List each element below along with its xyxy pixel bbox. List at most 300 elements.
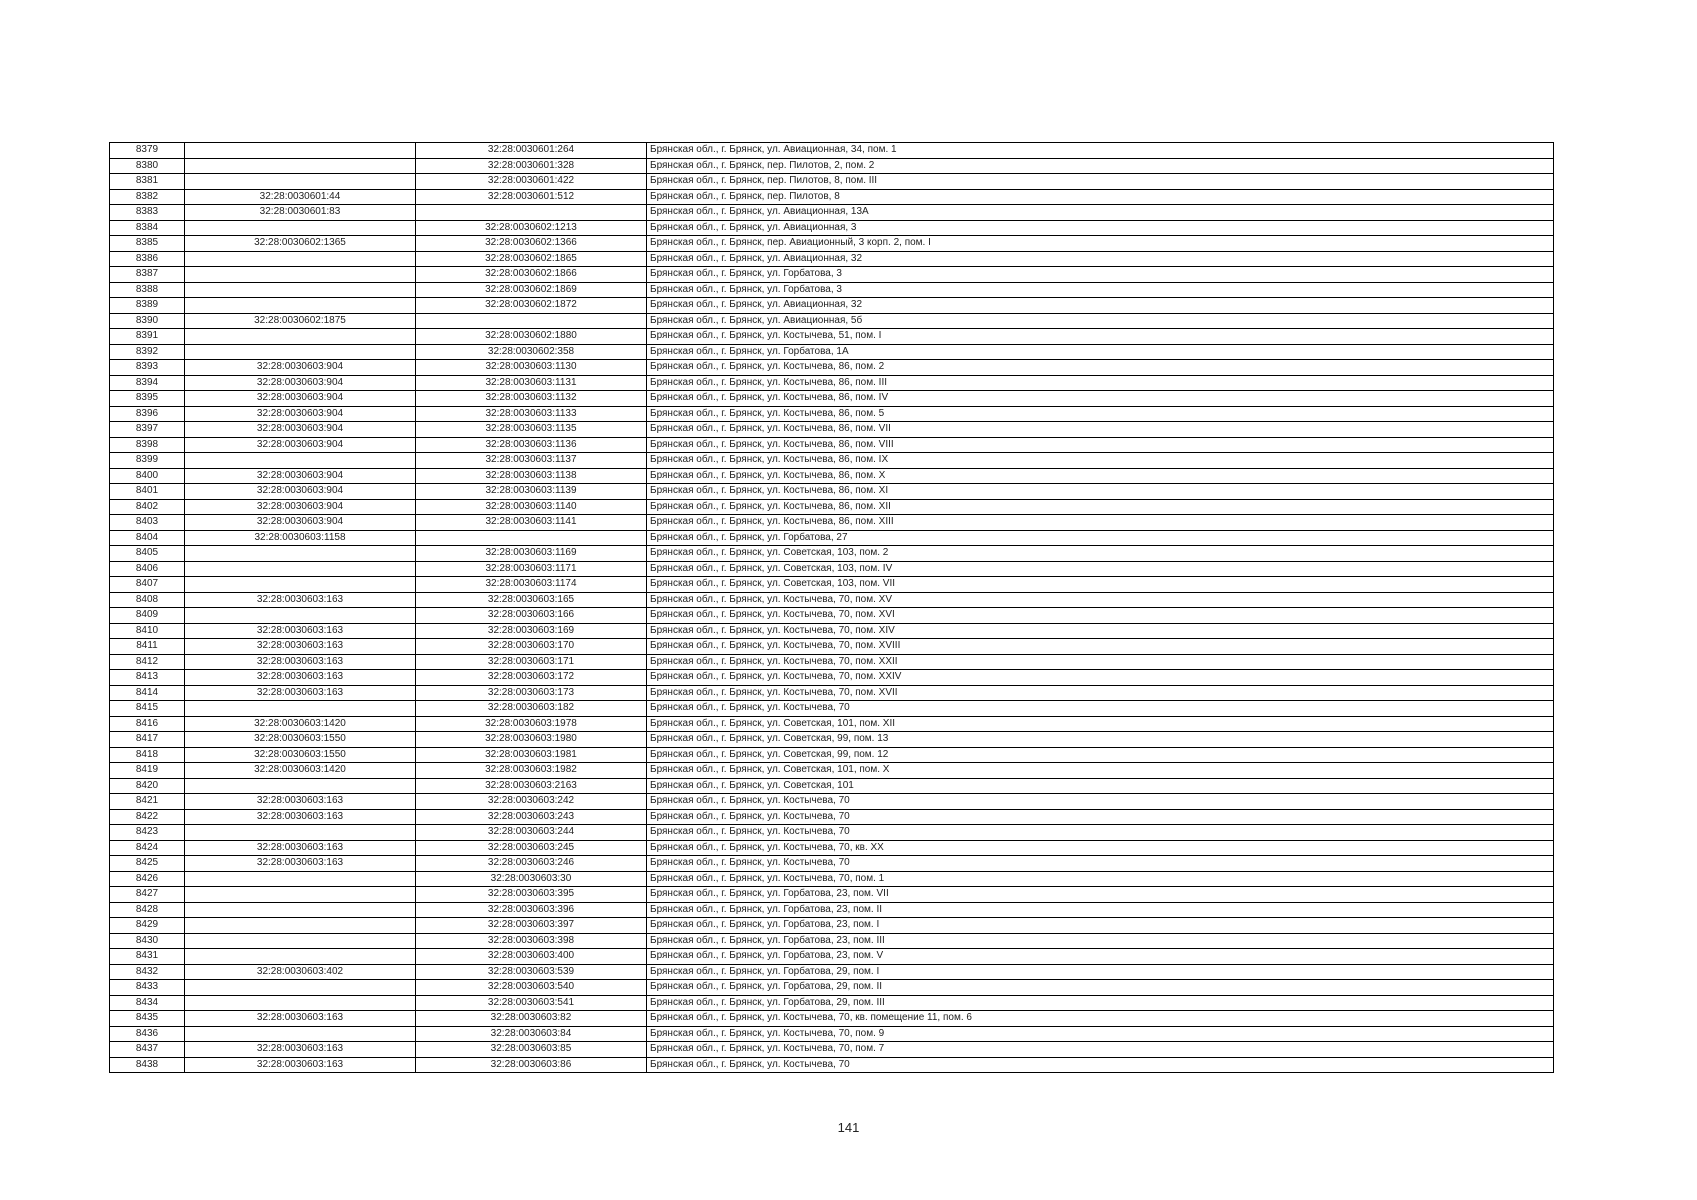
- table-row: [110, 670, 1554, 686]
- table-row: [110, 608, 1554, 624]
- address-cell: Брянская обл., г. Брянск, ул. Костычева, 70, пом. XVII: [647, 685, 1554, 701]
- object-cadastral-number-cell: 32:28:0030603:243: [416, 809, 647, 825]
- address-cell: Брянская обл., г. Брянск, ул. Костычева, 70, пом. XIV: [647, 623, 1554, 639]
- table-row: [110, 422, 1554, 438]
- address-cell: Брянская обл., г. Брянск, ул. Костычева, 70, пом. XVIII: [647, 639, 1554, 655]
- address-cell: Брянская обл., г. Брянск, ул. Костычева, 51, пом. I: [647, 329, 1554, 345]
- address-cell: Брянская обл., г. Брянск, ул. Горбатова, 3: [647, 267, 1554, 283]
- table-row: [110, 794, 1554, 810]
- object-cadastral-number-cell: [416, 205, 647, 221]
- table-row: [110, 964, 1554, 980]
- address-cell: Брянская обл., г. Брянск, ул. Горбатова, 29, пом. III: [647, 995, 1554, 1011]
- row-number-cell: 8432: [110, 964, 185, 980]
- address-cell: Брянская обл., г. Брянск, ул. Костычева, 70: [647, 794, 1554, 810]
- row-number-cell: 8431: [110, 949, 185, 965]
- row-number-cell: 8414: [110, 685, 185, 701]
- row-number-cell: 8419: [110, 763, 185, 779]
- object-cadastral-number-cell: 32:28:0030602:1880: [416, 329, 647, 345]
- land-cadastral-number-cell: [185, 825, 416, 841]
- table-row: [110, 732, 1554, 748]
- row-number-cell: 8438: [110, 1057, 185, 1073]
- table-row: [110, 360, 1554, 376]
- row-number-cell: 8435: [110, 1011, 185, 1027]
- land-cadastral-number-cell: 32:28:0030603:904: [185, 406, 416, 422]
- land-cadastral-number-cell: [185, 344, 416, 360]
- address-cell: Брянская обл., г. Брянск, ул. Костычева, 86, пом. VIII: [647, 437, 1554, 453]
- land-cadastral-number-cell: 32:28:0030603:163: [185, 1057, 416, 1073]
- row-number-cell: 8384: [110, 220, 185, 236]
- object-cadastral-number-cell: 32:28:0030603:1136: [416, 437, 647, 453]
- table-row: [110, 1042, 1554, 1058]
- row-number-cell: 8412: [110, 654, 185, 670]
- table-row: [110, 236, 1554, 252]
- land-cadastral-number-cell: [185, 949, 416, 965]
- object-cadastral-number-cell: 32:28:0030602:1865: [416, 251, 647, 267]
- row-number-cell: 8387: [110, 267, 185, 283]
- table-row: [110, 1057, 1554, 1073]
- row-number-cell: 8381: [110, 174, 185, 190]
- table-row: [110, 716, 1554, 732]
- land-cadastral-number-cell: [185, 143, 416, 159]
- land-cadastral-number-cell: 32:28:0030603:163: [185, 639, 416, 655]
- table-row: [110, 344, 1554, 360]
- address-cell: Брянская обл., г. Брянск, ул. Костычева, 70, пом. 9: [647, 1026, 1554, 1042]
- row-number-cell: 8429: [110, 918, 185, 934]
- table-row: [110, 856, 1554, 872]
- address-cell: Брянская обл., г. Брянск, ул. Костычева, 86, пом. III: [647, 375, 1554, 391]
- address-cell: Брянская обл., г. Брянск, пер. Пилотов, 8, пом. III: [647, 174, 1554, 190]
- object-cadastral-number-cell: 32:28:0030601:422: [416, 174, 647, 190]
- land-cadastral-number-cell: 32:28:0030603:163: [185, 1011, 416, 1027]
- object-cadastral-number-cell: 32:28:0030603:82: [416, 1011, 647, 1027]
- row-number-cell: 8379: [110, 143, 185, 159]
- object-cadastral-number-cell: 32:28:0030602:1213: [416, 220, 647, 236]
- object-cadastral-number-cell: 32:28:0030603:400: [416, 949, 647, 965]
- object-cadastral-number-cell: 32:28:0030603:171: [416, 654, 647, 670]
- row-number-cell: 8404: [110, 530, 185, 546]
- table-row: [110, 685, 1554, 701]
- land-cadastral-number-cell: [185, 887, 416, 903]
- row-number-cell: 8389: [110, 298, 185, 314]
- land-cadastral-number-cell: [185, 220, 416, 236]
- table-row: [110, 623, 1554, 639]
- land-cadastral-number-cell: 32:28:0030603:163: [185, 592, 416, 608]
- row-number-cell: 8406: [110, 561, 185, 577]
- object-cadastral-number-cell: 32:28:0030601:264: [416, 143, 647, 159]
- address-cell: Брянская обл., г. Брянск, ул. Костычева, 70, пом. XV: [647, 592, 1554, 608]
- object-cadastral-number-cell: 32:28:0030602:1866: [416, 267, 647, 283]
- row-number-cell: 8411: [110, 639, 185, 655]
- object-cadastral-number-cell: 32:28:0030603:1171: [416, 561, 647, 577]
- land-cadastral-number-cell: [185, 174, 416, 190]
- object-cadastral-number-cell: 32:28:0030603:1135: [416, 422, 647, 438]
- land-cadastral-number-cell: [185, 158, 416, 174]
- table-row: [110, 143, 1554, 159]
- row-number-cell: 8415: [110, 701, 185, 717]
- address-cell: Брянская обл., г. Брянск, ул. Советская, 103, пом. 2: [647, 546, 1554, 562]
- address-cell: Брянская обл., г. Брянск, ул. Советская, 99, пом. 13: [647, 732, 1554, 748]
- table-row: [110, 809, 1554, 825]
- table-row: [110, 298, 1554, 314]
- table-row: [110, 980, 1554, 996]
- land-cadastral-number-cell: 32:28:0030603:904: [185, 437, 416, 453]
- land-cadastral-number-cell: [185, 608, 416, 624]
- address-cell: Брянская обл., г. Брянск, ул. Авиационная, 32: [647, 298, 1554, 314]
- object-cadastral-number-cell: 32:28:0030603:1137: [416, 453, 647, 469]
- table-row: [110, 375, 1554, 391]
- object-cadastral-number-cell: 32:28:0030603:173: [416, 685, 647, 701]
- object-cadastral-number-cell: 32:28:0030603:1140: [416, 499, 647, 515]
- address-cell: Брянская обл., г. Брянск, ул. Костычева, 86, пом. IX: [647, 453, 1554, 469]
- land-cadastral-number-cell: 32:28:0030602:1365: [185, 236, 416, 252]
- object-cadastral-number-cell: 32:28:0030603:2163: [416, 778, 647, 794]
- row-number-cell: 8401: [110, 484, 185, 500]
- address-cell: Брянская обл., г. Брянск, ул. Костычева, 70: [647, 856, 1554, 872]
- object-cadastral-number-cell: 32:28:0030603:396: [416, 902, 647, 918]
- land-cadastral-number-cell: 32:28:0030603:904: [185, 375, 416, 391]
- land-cadastral-number-cell: 32:28:0030603:904: [185, 484, 416, 500]
- table-row: [110, 1026, 1554, 1042]
- address-cell: Брянская обл., г. Брянск, ул. Советская, 101, пом. X: [647, 763, 1554, 779]
- row-number-cell: 8400: [110, 468, 185, 484]
- address-cell: Брянская обл., г. Брянск, ул. Костычева, 86, пом. XI: [647, 484, 1554, 500]
- row-number-cell: 8426: [110, 871, 185, 887]
- address-cell: Брянская обл., г. Брянск, ул. Горбатова, 3: [647, 282, 1554, 298]
- row-number-cell: 8416: [110, 716, 185, 732]
- table-row: [110, 701, 1554, 717]
- land-cadastral-number-cell: [185, 871, 416, 887]
- object-cadastral-number-cell: 32:28:0030601:512: [416, 189, 647, 205]
- land-cadastral-number-cell: 32:28:0030603:163: [185, 685, 416, 701]
- object-cadastral-number-cell: 32:28:0030603:1174: [416, 577, 647, 593]
- address-cell: Брянская обл., г. Брянск, пер. Авиационный, 3 корп. 2, пом. I: [647, 236, 1554, 252]
- land-cadastral-number-cell: 32:28:0030602:1875: [185, 313, 416, 329]
- object-cadastral-number-cell: 32:28:0030602:358: [416, 344, 647, 360]
- row-number-cell: 8421: [110, 794, 185, 810]
- object-cadastral-number-cell: 32:28:0030602:1366: [416, 236, 647, 252]
- table-row: [110, 871, 1554, 887]
- table-row: [110, 205, 1554, 221]
- land-cadastral-number-cell: [185, 329, 416, 345]
- address-cell: Брянская обл., г. Брянск, пер. Пилотов, 8: [647, 189, 1554, 205]
- table-row: [110, 174, 1554, 190]
- address-cell: Брянская обл., г. Брянск, ул. Костычева, 70: [647, 701, 1554, 717]
- land-cadastral-number-cell: 32:28:0030603:163: [185, 840, 416, 856]
- land-cadastral-number-cell: [185, 1026, 416, 1042]
- row-number-cell: 8396: [110, 406, 185, 422]
- object-cadastral-number-cell: 32:28:0030603:1169: [416, 546, 647, 562]
- object-cadastral-number-cell: 32:28:0030603:84: [416, 1026, 647, 1042]
- table-row: [110, 468, 1554, 484]
- table-row: [110, 639, 1554, 655]
- table-row: [110, 840, 1554, 856]
- land-cadastral-number-cell: [185, 980, 416, 996]
- table-row: [110, 189, 1554, 205]
- land-cadastral-number-cell: 32:28:0030603:904: [185, 499, 416, 515]
- row-number-cell: 8383: [110, 205, 185, 221]
- land-cadastral-number-cell: 32:28:0030603:402: [185, 964, 416, 980]
- object-cadastral-number-cell: 32:28:0030603:1132: [416, 391, 647, 407]
- table-row: [110, 251, 1554, 267]
- land-cadastral-number-cell: [185, 778, 416, 794]
- row-number-cell: 8430: [110, 933, 185, 949]
- table-row: [110, 887, 1554, 903]
- address-cell: Брянская обл., г. Брянск, ул. Костычева, 86, пом. IV: [647, 391, 1554, 407]
- table-row: [110, 933, 1554, 949]
- table-row: [110, 561, 1554, 577]
- land-cadastral-number-cell: 32:28:0030603:904: [185, 515, 416, 531]
- object-cadastral-number-cell: 32:28:0030603:169: [416, 623, 647, 639]
- address-cell: Брянская обл., г. Брянск, ул. Авиационная, 32: [647, 251, 1554, 267]
- address-cell: Брянская обл., г. Брянск, ул. Костычева, 70, пом. 1: [647, 871, 1554, 887]
- table-row: [110, 515, 1554, 531]
- row-number-cell: 8380: [110, 158, 185, 174]
- table-row: [110, 949, 1554, 965]
- table-row: [110, 530, 1554, 546]
- registry-table-body: [110, 143, 1554, 1073]
- row-number-cell: 8407: [110, 577, 185, 593]
- object-cadastral-number-cell: 32:28:0030603:245: [416, 840, 647, 856]
- address-cell: Брянская обл., г. Брянск, ул. Авиационная, 5б: [647, 313, 1554, 329]
- address-cell: Брянская обл., г. Брянск, ул. Костычева, 86, пом. XII: [647, 499, 1554, 515]
- row-number-cell: 8424: [110, 840, 185, 856]
- object-cadastral-number-cell: 32:28:0030603:1981: [416, 747, 647, 763]
- land-cadastral-number-cell: 32:28:0030603:163: [185, 809, 416, 825]
- land-cadastral-number-cell: [185, 561, 416, 577]
- row-number-cell: 8394: [110, 375, 185, 391]
- table-row: [110, 1011, 1554, 1027]
- table-row: [110, 220, 1554, 236]
- row-number-cell: 8420: [110, 778, 185, 794]
- land-cadastral-number-cell: [185, 267, 416, 283]
- land-cadastral-number-cell: 32:28:0030603:904: [185, 391, 416, 407]
- address-cell: Брянская обл., г. Брянск, ул. Горбатова, 29, пом. I: [647, 964, 1554, 980]
- table-row: [110, 158, 1554, 174]
- object-cadastral-number-cell: 32:28:0030603:398: [416, 933, 647, 949]
- address-cell: Брянская обл., г. Брянск, ул. Костычева, 86, пом. X: [647, 468, 1554, 484]
- land-cadastral-number-cell: 32:28:0030603:163: [185, 654, 416, 670]
- address-cell: Брянская обл., г. Брянск, ул. Костычева, 70, пом. XVI: [647, 608, 1554, 624]
- land-cadastral-number-cell: [185, 902, 416, 918]
- object-cadastral-number-cell: 32:28:0030603:540: [416, 980, 647, 996]
- row-number-cell: 8386: [110, 251, 185, 267]
- row-number-cell: 8393: [110, 360, 185, 376]
- row-number-cell: 8390: [110, 313, 185, 329]
- land-cadastral-number-cell: [185, 251, 416, 267]
- row-number-cell: 8436: [110, 1026, 185, 1042]
- object-cadastral-number-cell: 32:28:0030603:170: [416, 639, 647, 655]
- object-cadastral-number-cell: 32:28:0030603:30: [416, 871, 647, 887]
- land-cadastral-number-cell: 32:28:0030603:163: [185, 1042, 416, 1058]
- land-cadastral-number-cell: 32:28:0030603:904: [185, 422, 416, 438]
- row-number-cell: 8427: [110, 887, 185, 903]
- object-cadastral-number-cell: 32:28:0030603:1139: [416, 484, 647, 500]
- address-cell: Брянская обл., г. Брянск, ул. Костычева, 86, пом. 2: [647, 360, 1554, 376]
- object-cadastral-number-cell: 32:28:0030603:244: [416, 825, 647, 841]
- address-cell: Брянская обл., г. Брянск, ул. Костычева, 70: [647, 1057, 1554, 1073]
- address-cell: Брянская обл., г. Брянск, ул. Костычева, 86, пом. XIII: [647, 515, 1554, 531]
- land-cadastral-number-cell: [185, 298, 416, 314]
- address-cell: Брянская обл., г. Брянск, ул. Горбатова, 23, пом. VII: [647, 887, 1554, 903]
- row-number-cell: 8388: [110, 282, 185, 298]
- land-cadastral-number-cell: 32:28:0030603:163: [185, 670, 416, 686]
- table-row: [110, 391, 1554, 407]
- object-cadastral-number-cell: 32:28:0030601:328: [416, 158, 647, 174]
- address-cell: Брянская обл., г. Брянск, ул. Костычева, 86, пом. 5: [647, 406, 1554, 422]
- land-cadastral-number-cell: 32:28:0030601:83: [185, 205, 416, 221]
- address-cell: Брянская обл., г. Брянск, ул. Горбатова, 1А: [647, 344, 1554, 360]
- land-cadastral-number-cell: [185, 282, 416, 298]
- object-cadastral-number-cell: 32:28:0030603:85: [416, 1042, 647, 1058]
- table-row: [110, 995, 1554, 1011]
- object-cadastral-number-cell: [416, 530, 647, 546]
- row-number-cell: 8402: [110, 499, 185, 515]
- object-cadastral-number-cell: 32:28:0030603:1138: [416, 468, 647, 484]
- land-cadastral-number-cell: 32:28:0030603:904: [185, 468, 416, 484]
- row-number-cell: 8408: [110, 592, 185, 608]
- row-number-cell: 8399: [110, 453, 185, 469]
- object-cadastral-number-cell: 32:28:0030603:1130: [416, 360, 647, 376]
- address-cell: Брянская обл., г. Брянск, ул. Костычева, 70, пом. 7: [647, 1042, 1554, 1058]
- address-cell: Брянская обл., г. Брянск, ул. Костычева, 70, кв. XX: [647, 840, 1554, 856]
- table-row: [110, 546, 1554, 562]
- land-cadastral-number-cell: 32:28:0030603:904: [185, 360, 416, 376]
- row-number-cell: 8428: [110, 902, 185, 918]
- row-number-cell: 8418: [110, 747, 185, 763]
- row-number-cell: 8413: [110, 670, 185, 686]
- address-cell: Брянская обл., г. Брянск, ул. Советская, 101: [647, 778, 1554, 794]
- table-row: [110, 825, 1554, 841]
- table-row: [110, 902, 1554, 918]
- row-number-cell: 8409: [110, 608, 185, 624]
- object-cadastral-number-cell: 32:28:0030603:1141: [416, 515, 647, 531]
- address-cell: Брянская обл., г. Брянск, ул. Горбатова, 23, пом. I: [647, 918, 1554, 934]
- table-row: [110, 453, 1554, 469]
- object-cadastral-number-cell: 32:28:0030603:242: [416, 794, 647, 810]
- table-row: [110, 763, 1554, 779]
- table-row: [110, 406, 1554, 422]
- address-cell: Брянская обл., г. Брянск, ул. Костычева, 70, пом. XXII: [647, 654, 1554, 670]
- land-cadastral-number-cell: 32:28:0030603:163: [185, 623, 416, 639]
- table-row: [110, 499, 1554, 515]
- land-cadastral-number-cell: [185, 453, 416, 469]
- table-row: [110, 577, 1554, 593]
- land-cadastral-number-cell: 32:28:0030601:44: [185, 189, 416, 205]
- address-cell: Брянская обл., г. Брянск, ул. Костычева, 70: [647, 825, 1554, 841]
- row-number-cell: 8434: [110, 995, 185, 1011]
- row-number-cell: 8437: [110, 1042, 185, 1058]
- object-cadastral-number-cell: 32:28:0030603:182: [416, 701, 647, 717]
- object-cadastral-number-cell: 32:28:0030603:172: [416, 670, 647, 686]
- table-row: [110, 282, 1554, 298]
- object-cadastral-number-cell: 32:28:0030603:165: [416, 592, 647, 608]
- row-number-cell: 8433: [110, 980, 185, 996]
- object-cadastral-number-cell: 32:28:0030603:166: [416, 608, 647, 624]
- table-row: [110, 329, 1554, 345]
- address-cell: Брянская обл., г. Брянск, ул. Горбатова, 29, пом. II: [647, 980, 1554, 996]
- land-cadastral-number-cell: [185, 546, 416, 562]
- object-cadastral-number-cell: 32:28:0030603:1131: [416, 375, 647, 391]
- object-cadastral-number-cell: 32:28:0030603:1982: [416, 763, 647, 779]
- land-cadastral-number-cell: 32:28:0030603:1420: [185, 716, 416, 732]
- address-cell: Брянская обл., г. Брянск, ул. Советская, 99, пом. 12: [647, 747, 1554, 763]
- row-number-cell: 8395: [110, 391, 185, 407]
- row-number-cell: 8423: [110, 825, 185, 841]
- land-cadastral-number-cell: [185, 918, 416, 934]
- land-cadastral-number-cell: [185, 701, 416, 717]
- address-cell: Брянская обл., г. Брянск, ул. Авиационная, 34, пом. 1: [647, 143, 1554, 159]
- object-cadastral-number-cell: 32:28:0030603:1133: [416, 406, 647, 422]
- land-cadastral-number-cell: 32:28:0030603:163: [185, 794, 416, 810]
- address-cell: Брянская обл., г. Брянск, ул. Горбатова, 23, пом. II: [647, 902, 1554, 918]
- table-row: [110, 654, 1554, 670]
- object-cadastral-number-cell: 32:28:0030602:1872: [416, 298, 647, 314]
- row-number-cell: 8422: [110, 809, 185, 825]
- address-cell: Брянская обл., г. Брянск, ул. Советская, 103, пом. VII: [647, 577, 1554, 593]
- object-cadastral-number-cell: 32:28:0030603:246: [416, 856, 647, 872]
- object-cadastral-number-cell: 32:28:0030603:397: [416, 918, 647, 934]
- land-cadastral-number-cell: 32:28:0030603:163: [185, 856, 416, 872]
- address-cell: Брянская обл., г. Брянск, ул. Авиационная, 3: [647, 220, 1554, 236]
- land-cadastral-number-cell: 32:28:0030603:1550: [185, 732, 416, 748]
- table-row: [110, 484, 1554, 500]
- row-number-cell: 8382: [110, 189, 185, 205]
- table-row: [110, 437, 1554, 453]
- table-row: [110, 267, 1554, 283]
- object-cadastral-number-cell: 32:28:0030603:86: [416, 1057, 647, 1073]
- row-number-cell: 8392: [110, 344, 185, 360]
- object-cadastral-number-cell: [416, 313, 647, 329]
- row-number-cell: 8403: [110, 515, 185, 531]
- object-cadastral-number-cell: 32:28:0030603:541: [416, 995, 647, 1011]
- row-number-cell: 8417: [110, 732, 185, 748]
- address-cell: Брянская обл., г. Брянск, ул. Костычева, 86, пом. VII: [647, 422, 1554, 438]
- land-cadastral-number-cell: 32:28:0030603:1158: [185, 530, 416, 546]
- address-cell: Брянская обл., г. Брянск, ул. Авиационная, 13А: [647, 205, 1554, 221]
- table-row: [110, 747, 1554, 763]
- address-cell: Брянская обл., г. Брянск, ул. Горбатова, 23, пом. V: [647, 949, 1554, 965]
- land-cadastral-number-cell: [185, 995, 416, 1011]
- table-row: [110, 918, 1554, 934]
- object-cadastral-number-cell: 32:28:0030603:1978: [416, 716, 647, 732]
- row-number-cell: 8425: [110, 856, 185, 872]
- row-number-cell: 8391: [110, 329, 185, 345]
- address-cell: Брянская обл., г. Брянск, ул. Советская, 103, пом. IV: [647, 561, 1554, 577]
- table-row: [110, 313, 1554, 329]
- object-cadastral-number-cell: 32:28:0030602:1869: [416, 282, 647, 298]
- table-row: [110, 778, 1554, 794]
- land-cadastral-number-cell: [185, 933, 416, 949]
- row-number-cell: 8405: [110, 546, 185, 562]
- object-cadastral-number-cell: 32:28:0030603:1980: [416, 732, 647, 748]
- address-cell: Брянская обл., г. Брянск, пер. Пилотов, 2, пом. 2: [647, 158, 1554, 174]
- address-cell: Брянская обл., г. Брянск, ул. Горбатова, 23, пом. III: [647, 933, 1554, 949]
- address-cell: Брянская обл., г. Брянск, ул. Советская, 101, пом. XII: [647, 716, 1554, 732]
- land-cadastral-number-cell: 32:28:0030603:1550: [185, 747, 416, 763]
- table-row: [110, 592, 1554, 608]
- object-cadastral-number-cell: 32:28:0030603:539: [416, 964, 647, 980]
- row-number-cell: 8397: [110, 422, 185, 438]
- registry-table: [109, 142, 1554, 1073]
- address-cell: Брянская обл., г. Брянск, ул. Костычева, 70, пом. XXIV: [647, 670, 1554, 686]
- address-cell: Брянская обл., г. Брянск, ул. Костычева, 70, кв. помещение 11, пом. 6: [647, 1011, 1554, 1027]
- row-number-cell: 8410: [110, 623, 185, 639]
- row-number-cell: 8385: [110, 236, 185, 252]
- address-cell: Брянская обл., г. Брянск, ул. Горбатова, 27: [647, 530, 1554, 546]
- object-cadastral-number-cell: 32:28:0030603:395: [416, 887, 647, 903]
- land-cadastral-number-cell: 32:28:0030603:1420: [185, 763, 416, 779]
- page-number: 141: [837, 1120, 860, 1135]
